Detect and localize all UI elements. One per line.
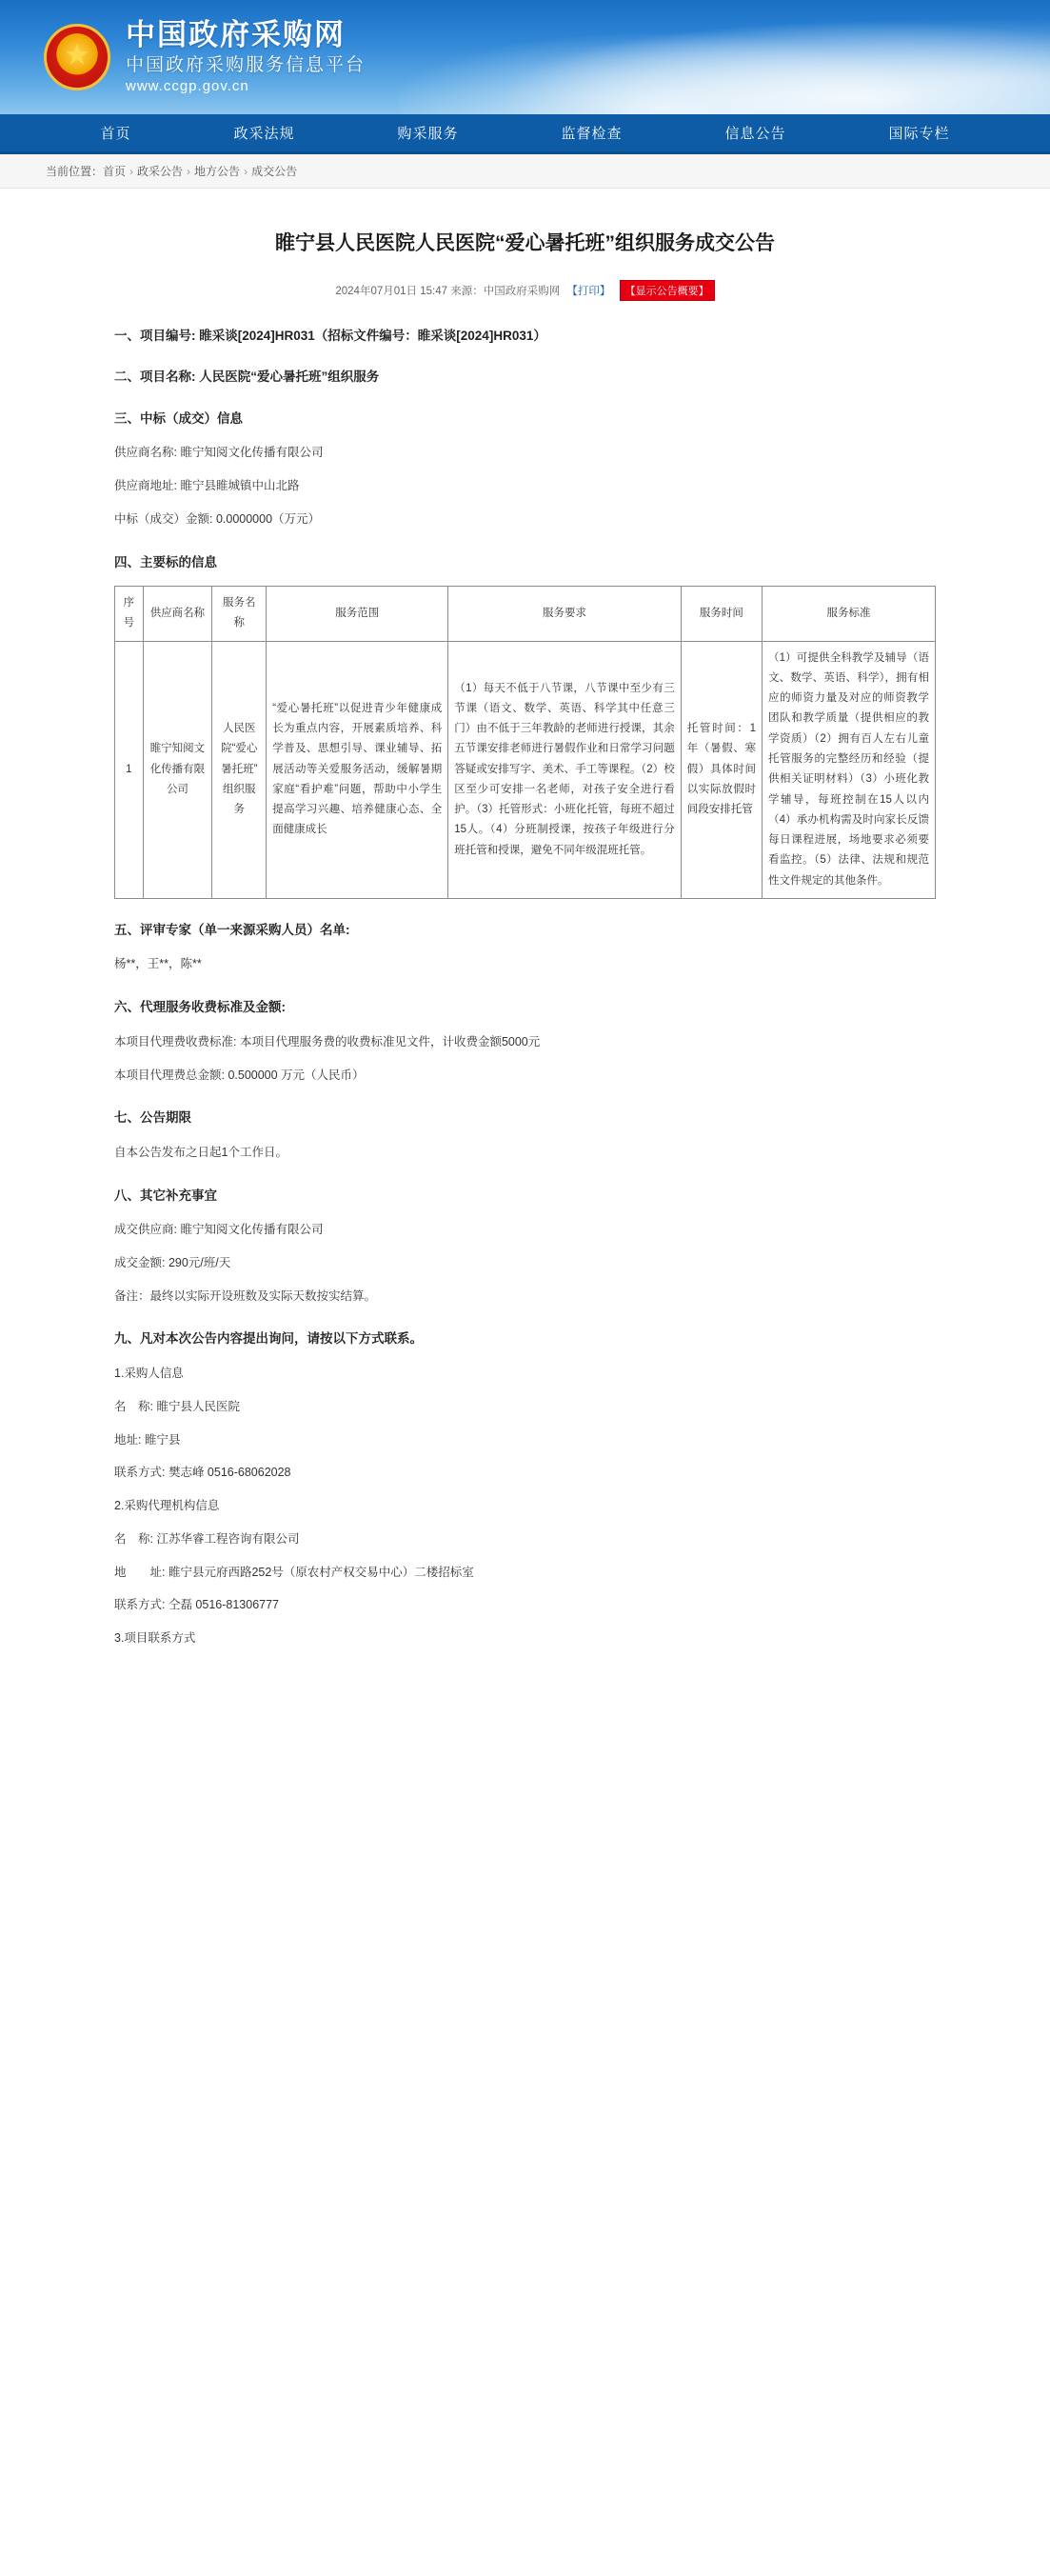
section-heading-review-experts: 五、评审专家（单一来源采购人员）名单: xyxy=(114,922,350,937)
cell-service-scope: “爱心暑托班”以促进青少年健康成长为重点内容，开展素质培养、科学普及、思想引导、课业辅导、拓展活动等关爱服务活动，缓解暑期家庭“看护难”问题，帮助中小学生提高学习兴趣、培养健康心态、全面健康成长 xyxy=(267,641,448,898)
section-heading-agency-fee: 六、代理服务收费标准及金额: xyxy=(114,1000,286,1015)
brand-title: 中国政府采购网 xyxy=(126,18,346,52)
cell-service-name: 人民医院“爱心暑托班”组织服务 xyxy=(212,641,267,898)
award-amount: 中标（成交）金额: 0.0000000（万元） xyxy=(114,511,321,526)
nav-item-announcements[interactable]: 信息公告 xyxy=(724,126,786,142)
section-heading-main-items: 四、主要标的信息 xyxy=(114,554,217,569)
announcement-period-text: 自本公告发布之日起1个工作日。 xyxy=(114,1145,287,1159)
section-heading-project-name: 二、项目名称: 人民医院“爱心暑托班”组织服务 xyxy=(114,369,380,385)
table-header-row xyxy=(115,587,936,642)
breadcrumb-item-local-announcements[interactable]: 地方公告 xyxy=(194,165,241,178)
page-title: 睢宁县人民医院人民医院“爱心暑托班”组织服务成交公告 xyxy=(275,232,775,254)
brand-url: www.ccgp.gov.cn xyxy=(126,78,249,95)
site-banner xyxy=(0,0,1050,114)
nav-item-services[interactable]: 购采服务 xyxy=(397,126,459,142)
agency-fee-standard: 本项目代理费收费标准: 本项目代理服务费的收费标准见文件，计收费金额5000元 xyxy=(114,1034,541,1048)
column-header-service-time: 服务时间 xyxy=(681,587,762,642)
contact-agency-label: 2.采购代理机构信息 xyxy=(114,1499,220,1513)
other-remark: 备注：最终以实际开设班数及实际天数按实结算。 xyxy=(114,1288,377,1303)
breadcrumb-separator: › xyxy=(129,165,134,178)
column-header-service-requirement: 服务要求 xyxy=(448,587,681,642)
nav-item-home[interactable]: 首页 xyxy=(100,126,131,142)
breadcrumb-separator: › xyxy=(244,165,248,178)
column-header-service-scope: 服务范围 xyxy=(267,587,448,642)
column-header-no: 序号 xyxy=(115,587,144,642)
brand-subtitle: 中国政府采购服务信息平台 xyxy=(126,54,367,75)
contact-purchaser-address: 地址: 睢宁县 xyxy=(114,1432,181,1447)
breadcrumb xyxy=(0,154,1050,189)
breadcrumb-item-award-announcements[interactable]: 成交公告 xyxy=(251,165,298,178)
article-body xyxy=(0,189,1050,1699)
nav-item-international[interactable]: 国际专栏 xyxy=(888,126,950,142)
column-header-service-name: 服务名称 xyxy=(212,587,267,642)
main-nav xyxy=(0,114,1050,154)
other-amount: 成交金额: 290元/班/天 xyxy=(114,1255,231,1269)
award-supplier-address: 供应商地址: 睢宁县睢城镇中山北路 xyxy=(114,479,300,493)
contact-agency-phone: 联系方式: 仝磊 0516-81306777 xyxy=(114,1598,280,1612)
contact-agency-name: 名 称: 江苏华睿工程咨询有限公司 xyxy=(114,1531,300,1546)
nav-item-regulations[interactable]: 政采法规 xyxy=(233,126,295,142)
site-brand xyxy=(126,19,366,95)
national-emblem-icon xyxy=(44,24,110,90)
table-row xyxy=(115,641,936,898)
section-heading-announcement-period: 七、公告期限 xyxy=(114,1110,191,1126)
summary-badge[interactable]: 【显示公告概要】 xyxy=(620,280,715,301)
other-supplier: 成交供应商: 睢宁知阅文化传播有限公司 xyxy=(114,1223,324,1237)
doc-source: 来源：中国政府采购网 xyxy=(450,285,561,297)
cell-service-standard: （1）可提供全科教学及辅导（语文、数学、英语、科学），拥有相应的师资力量及对应的师资教学团队和教学质量（提供相应的教学资质）（2）拥有百人左右儿童托管服务的完整经历和经验（提供相关证明材料）（3）小班化教学辅导，每班控制在15人以内（4）承办机构需及时向家长反馈每日课程进展，场地要求必须要看监控。（5）法律、法规和规范性文件规定的其他条件。 xyxy=(763,641,936,898)
section-heading-other-matters: 八、其它补充事宜 xyxy=(114,1188,217,1203)
cell-service-time: 托管时间：1年（暑假、寒假）具体时间以实际放假时间段安排托管 xyxy=(681,641,762,898)
contact-project-label: 3.项目联系方式 xyxy=(114,1631,196,1646)
main-items-table xyxy=(114,586,936,899)
breadcrumb-item-gov-announcements[interactable]: 政采公告 xyxy=(137,165,184,178)
contact-agency-address: 地 址: 睢宁县元府西路252号（原农村产权交易中心）二楼招标室 xyxy=(114,1565,474,1579)
cell-service-requirement: （1）每天不低于八节课，八节课中至少有三节课（语文、数学、英语、科学其中任意三门）由不低于三年教龄的老师进行授课，其余五节课安排老师进行暑假作业和日常学习问题答疑或安排写字、美术、手工等课程。（2）校区至少可安排一名老师，对孩子安全进行看护。（3）托管形式：小班化托管，每班不超过15人。（4）分班制授课，按孩子年级进行分班托管和授课，避免不同年级混班托管。 xyxy=(448,641,681,898)
column-header-supplier: 供应商名称 xyxy=(143,587,212,642)
section-heading-project-number: 一、项目编号: 睢采谈[2024]HR031（招标文件编号：睢采谈[2024]HR031） xyxy=(114,328,546,343)
section-heading-award-info: 三、中标（成交）信息 xyxy=(114,410,243,426)
section-heading-contact: 九、凡对本次公告内容提出询问，请按以下方式联系。 xyxy=(114,1331,423,1347)
print-link[interactable]: 【打印】 xyxy=(566,285,611,297)
award-supplier-name: 供应商名称: 睢宁知阅文化传播有限公司 xyxy=(114,446,324,460)
doc-meta xyxy=(114,280,936,301)
breadcrumb-item-home[interactable]: 首页 xyxy=(103,165,127,178)
column-header-service-standard: 服务标准 xyxy=(763,587,936,642)
breadcrumb-prefix: 当前位置： xyxy=(46,165,104,178)
review-experts-list: 杨**，王**，陈** xyxy=(114,957,202,971)
breadcrumb-separator: › xyxy=(187,165,191,178)
nav-item-supervision[interactable]: 监督检查 xyxy=(561,126,623,142)
contact-purchaser-phone: 联系方式: 樊志峰 0516-68062028 xyxy=(114,1466,291,1480)
agency-fee-total: 本项目代理费总金额: 0.500000 万元（人民币） xyxy=(114,1068,365,1082)
doc-date: 2024年07月01日 15:47 xyxy=(335,285,448,297)
cell-supplier: 睢宁知阅文化传播有限公司 xyxy=(143,641,212,898)
contact-purchaser-name: 名 称: 睢宁县人民医院 xyxy=(114,1399,240,1413)
cell-no: 1 xyxy=(115,641,144,898)
contact-purchaser-label: 1.采购人信息 xyxy=(114,1367,184,1381)
